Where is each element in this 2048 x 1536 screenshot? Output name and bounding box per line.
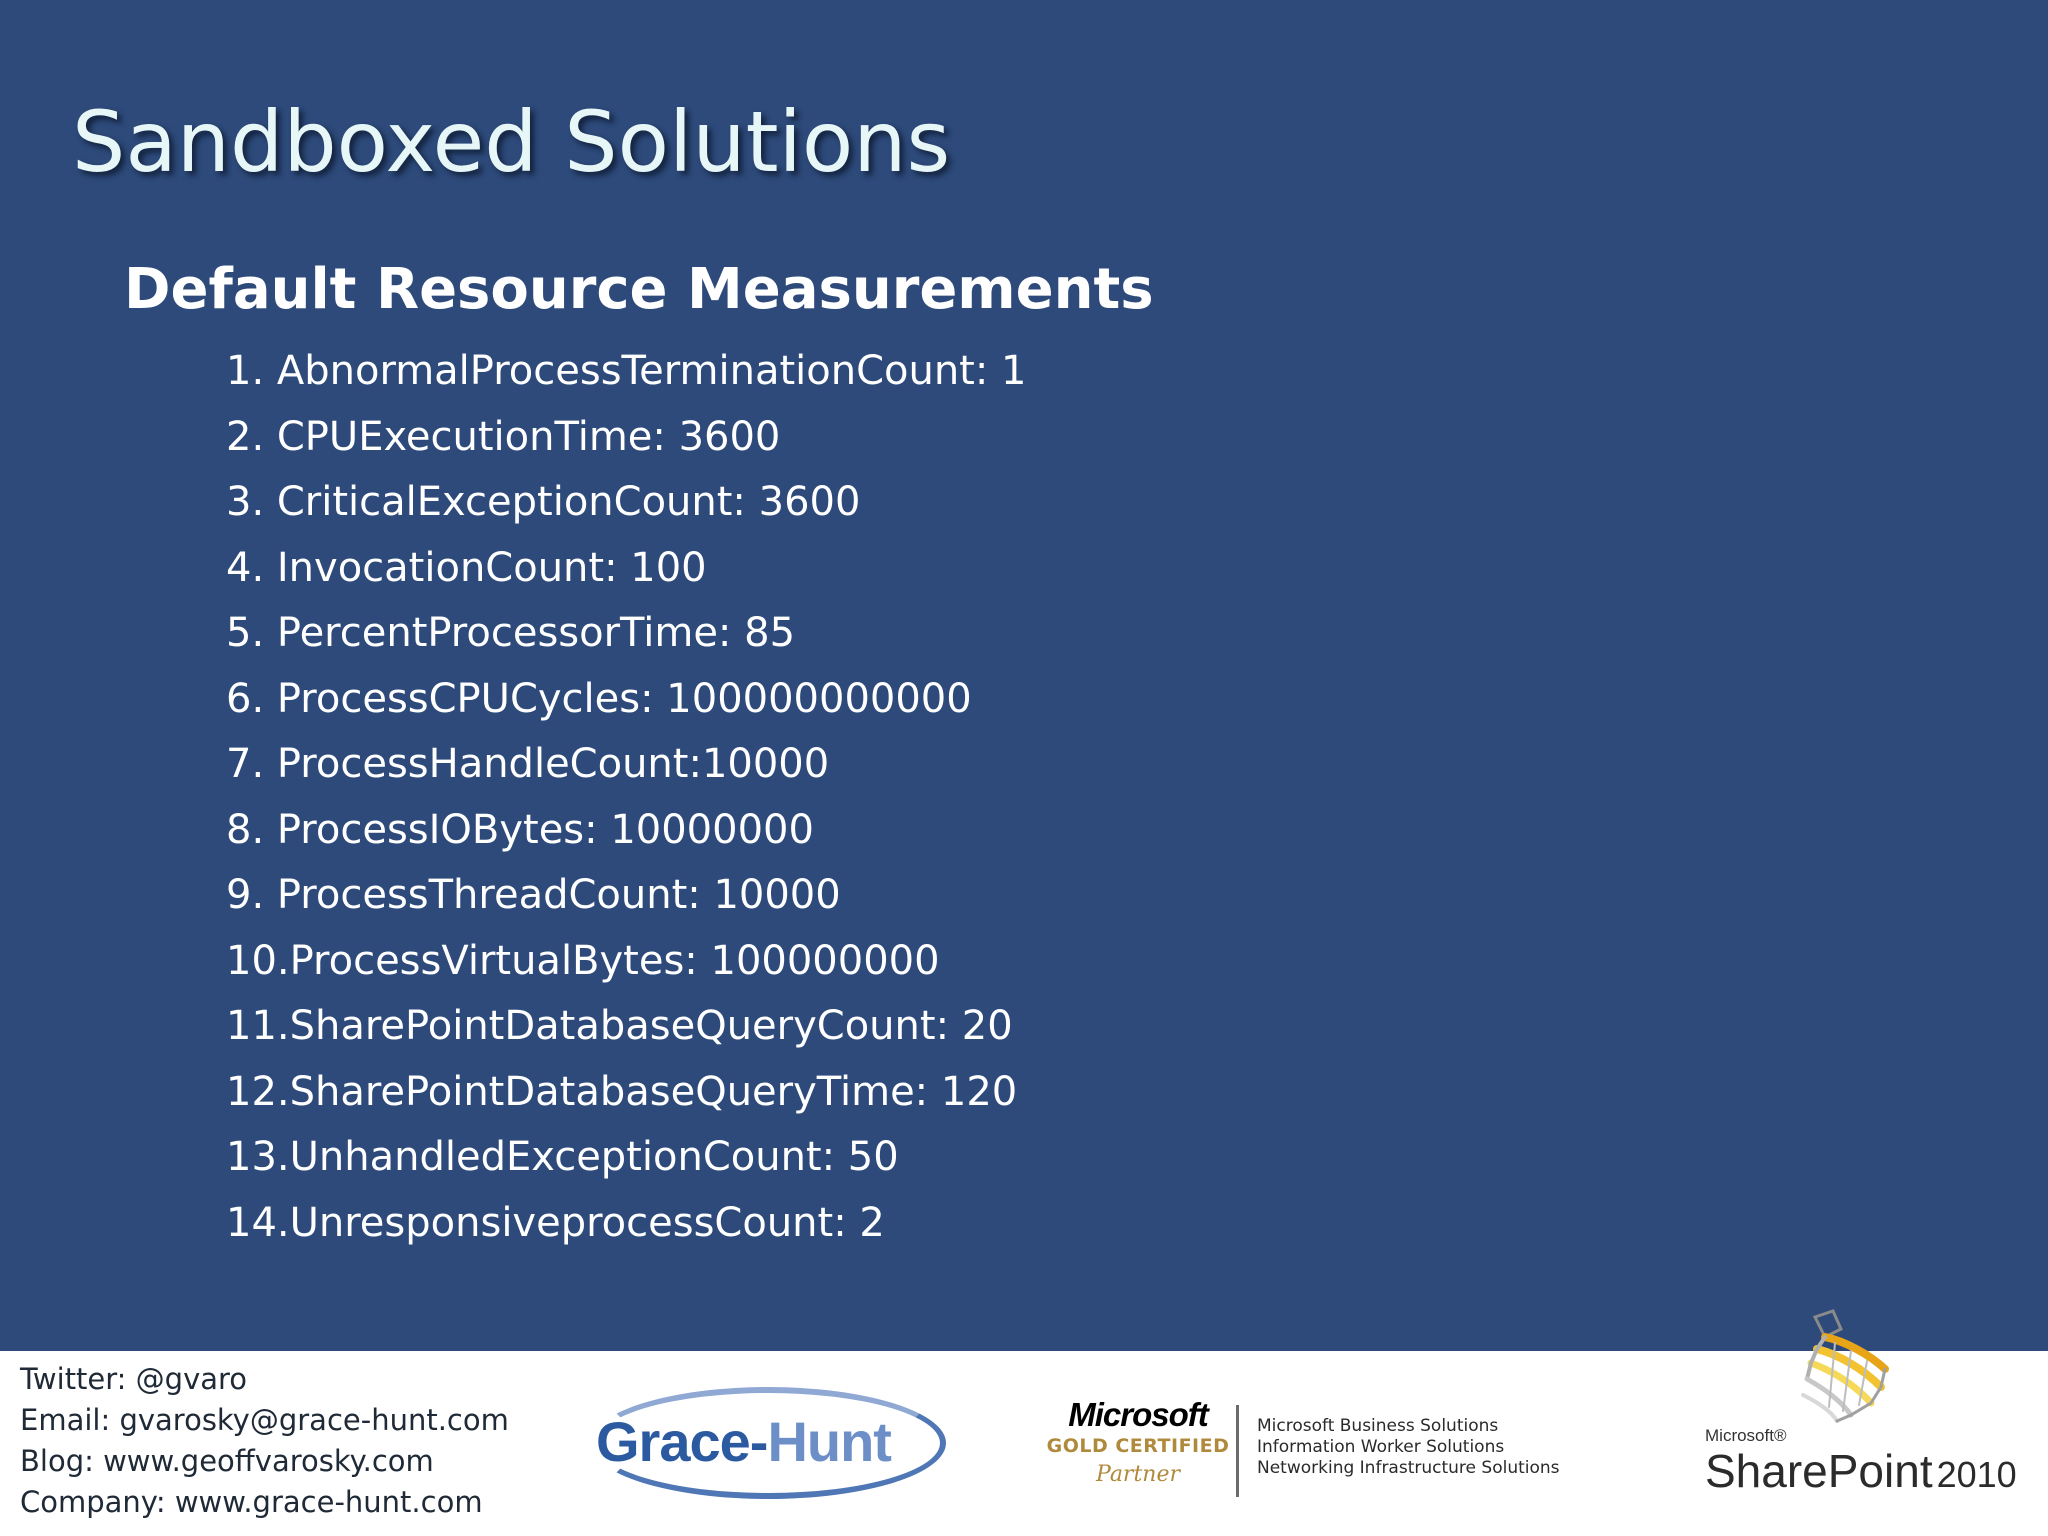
measurement-item: 11.SharePointDatabaseQueryCount: 20 bbox=[226, 1003, 1013, 1049]
contact-info bbox=[20, 1359, 509, 1523]
sharepoint-2010-logo bbox=[1705, 1351, 2035, 1536]
sharepoint-microsoft-label: Microsoft® bbox=[1705, 1426, 1787, 1445]
email-address: Email: gvarosky@grace-hunt.com bbox=[20, 1403, 509, 1437]
partner-label: Partner bbox=[1096, 1462, 1180, 1487]
blog-url: Blog: www.geoffvarosky.com bbox=[20, 1444, 434, 1478]
competency-item: Information Worker Solutions bbox=[1257, 1437, 1505, 1457]
competency-item: Networking Infrastructure Solutions bbox=[1257, 1458, 1560, 1478]
logo-grace-text: Grace bbox=[596, 1410, 750, 1473]
slide-footer bbox=[0, 1351, 2048, 1536]
measurement-item: 14.UnresponsiveprocessCount: 2 bbox=[226, 1199, 885, 1246]
sharepoint-wordmark bbox=[1705, 1441, 2017, 1505]
grace-hunt-logo bbox=[590, 1379, 960, 1509]
measurement-item: 4. InvocationCount: 100 bbox=[226, 544, 707, 591]
measurement-item: 5. PercentProcessorTime: 85 bbox=[226, 610, 796, 656]
microsoft-wordmark: Microsoft bbox=[1068, 1396, 1208, 1433]
slide-title: Sandboxed Solutions bbox=[72, 93, 951, 191]
sharepoint-icon bbox=[1785, 1307, 1915, 1457]
sharepoint-version: 2010 bbox=[1936, 1454, 2017, 1495]
measurement-item: 10.ProcessVirtualBytes: 100000000 bbox=[226, 937, 940, 984]
measurement-list bbox=[226, 345, 1027, 1262]
logo-hunt-text: Hunt bbox=[767, 1410, 891, 1473]
measurement-item: 1. AbnormalProcessTerminationCount: 1 bbox=[226, 348, 1027, 394]
sharepoint-product-name: SharePoint bbox=[1705, 1445, 1933, 1497]
measurement-item: 8. ProcessIOBytes: 10000000 bbox=[226, 806, 814, 853]
measurement-item: 2. CPUExecutionTime: 3600 bbox=[226, 413, 781, 460]
measurement-item: 9. ProcessThreadCount: 10000 bbox=[226, 872, 841, 918]
partner-competencies bbox=[1257, 1416, 1560, 1479]
measurement-item: 7. ProcessHandleCount:10000 bbox=[226, 741, 830, 787]
measurement-item: 13.UnhandledExceptionCount: 50 bbox=[226, 1134, 899, 1180]
microsoft-gold-partner-logo bbox=[1038, 1397, 1238, 1507]
logo-dash-text: - bbox=[749, 1410, 768, 1473]
measurement-item: 3. CriticalExceptionCount: 3600 bbox=[226, 479, 861, 525]
grace-hunt-wordmark bbox=[596, 1409, 891, 1475]
slide-subtitle: Default Resource Measurements bbox=[124, 257, 1154, 322]
measurement-item: 6. ProcessCPUCycles: 100000000000 bbox=[226, 675, 972, 722]
gold-certified-label: GOLD CERTIFIED bbox=[1046, 1435, 1230, 1457]
twitter-handle: Twitter: @gvaro bbox=[20, 1362, 248, 1396]
company-url: Company: www.grace-hunt.com bbox=[20, 1485, 483, 1519]
partner-divider bbox=[1236, 1405, 1239, 1497]
measurement-item: 12.SharePointDatabaseQueryTime: 120 bbox=[226, 1068, 1018, 1115]
competency-item: Microsoft Business Solutions bbox=[1257, 1416, 1499, 1436]
